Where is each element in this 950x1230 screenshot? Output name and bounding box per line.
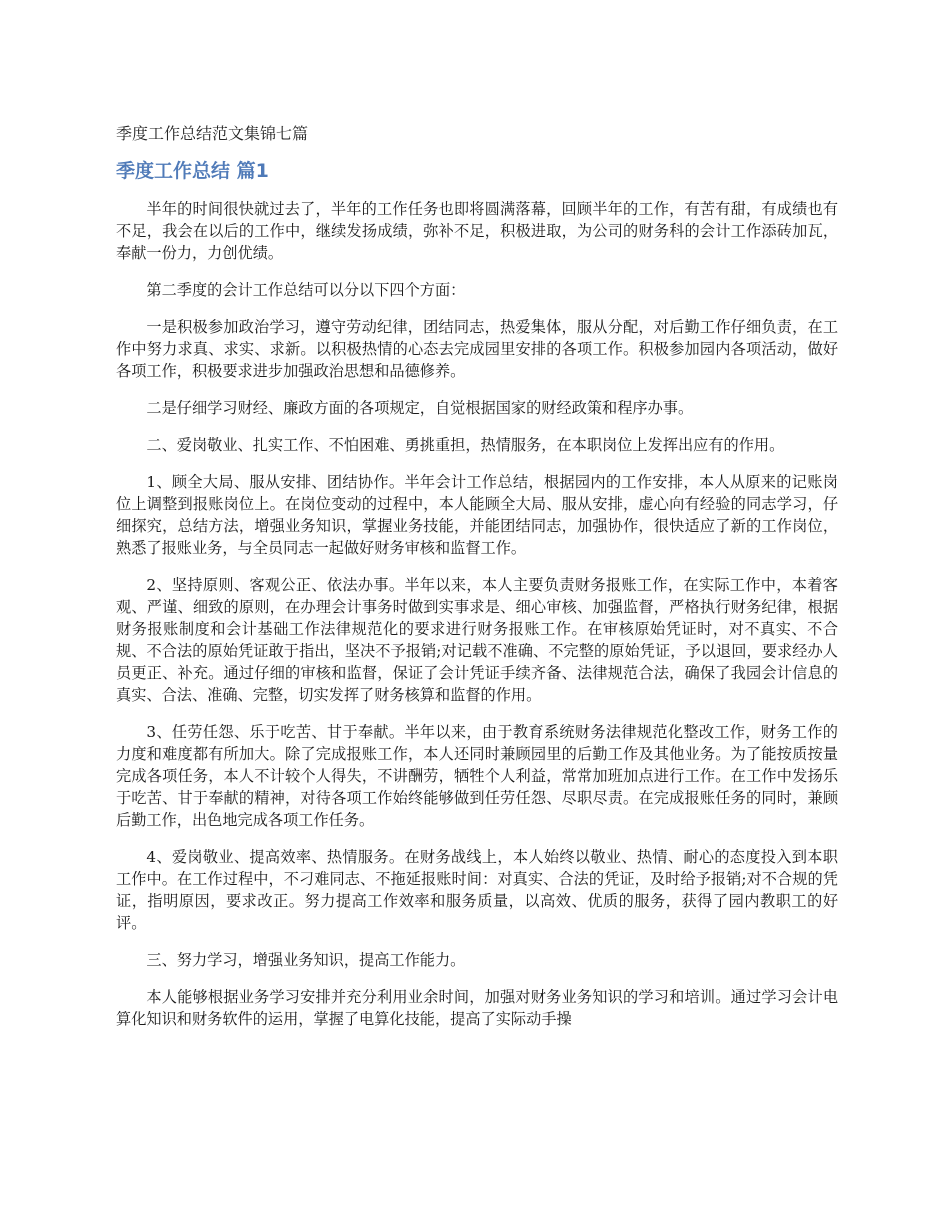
document-title: 季度工作总结范文集锦七篇 xyxy=(116,124,309,143)
paragraph: 二是仔细学习财经、廉政方面的各项规定，自觉根据国家的财经政策和程序办事。 xyxy=(146,399,694,417)
paragraph: 二、爱岗敬业、扎实工作、不怕困难、勇挑重担，热情服务，在本职岗位上发挥出应有的作用。 xyxy=(146,436,785,454)
paragraph: 一是积极参加政治学习，遵守劳动纪律，团结同志，热爱集体，服从分配，对后勤工作仔细负责，在工作中努力求真、求实、求新。以积极热情的心态去完成园里安排的各项工作。积极参加园内各项活动，做好各项工作，积极要求进步加强政治思想和品德修养。 xyxy=(116,318,838,380)
paragraph: 4、爱岗敬业、提高效率、热情服务。在财务战线上，本人始终以敬业、热情、耐心的态度投入到本职工作中。在工作过程中，不刁难同志、不拖延报账时间：对真实、合法的凭证，及时给予报销;对不合规的凭证，指明原因，要求改正。努力提高工作效率和服务质量，以高效、优质的服务，获得了园内教职工的好评。 xyxy=(116,848,838,932)
document-page xyxy=(116,122,838,1045)
paragraph: 半年的时间很快就过去了，半年的工作任务也即将圆满落幕，回顾半年的工作，有苦有甜，有成绩也有不足，我会在以后的工作中，继续发扬成绩，弥补不足，积极进取，为公司的财务科的会计工作添砖加瓦，奉献一份力，力创优绩。 xyxy=(116,200,838,262)
paragraph: 三、努力学习，增强业务知识，提高工作能力。 xyxy=(146,951,466,969)
paragraph: 2、坚持原则、客观公正、依法办事。半年以来，本人主要负责财务报账工作，在实际工作中，本着客观、严谨、细致的原则，在办理会计事务时做到实事求是、细心审核、加强监督，严格执行财务纪律，根据财务报账制度和会计基础工作法律规范化的要求进行财务报账工作。在审核原始凭证时，对不真实、不合规、不合法的原始凭证敢于指出，坚决不予报销;对记载不准确、不完整的原始凭证，予以退回，要求经办人员更正、补充。通过仔细的审核和监督，保证了会计凭证手续齐备、法律规范合法，确保了我园会计信息的真实、合法、准确、完整，切实发挥了财务核算和监督的作用。 xyxy=(116,576,838,704)
paragraph: 本人能够根据业务学习安排并充分利用业余时间，加强对财务业务知识的学习和培训。通过学习会计电算化知识和财务软件的运用，掌握了电算化技能，提高了实际动手操 xyxy=(116,988,838,1028)
paragraph: 第二季度的会计工作总结可以分以下四个方面： xyxy=(146,281,466,299)
section-heading: 季度工作总结 篇1 xyxy=(116,160,269,182)
paragraph: 3、任劳任怨、乐于吃苦、甘于奉献。半年以来，由于教育系统财务法律规范化整改工作，财务工作的力度和难度都有所加大。除了完成报账工作，本人还同时兼顾园里的后勤工作及其他业务。为了能按质按量完成各项任务，本人不计较个人得失，不讲酬劳，牺牲个人利益，常常加班加点进行工作。在工作中发扬乐于吃苦、甘于奉献的精神，对待各项工作始终能够做到任劳任怨、尽职尽责。在完成报账任务的同时，兼顾后勤工作，出色地完成各项工作任务。 xyxy=(116,723,838,829)
paragraph: 1、顾全大局、服从安排、团结协作。半年会计工作总结，根据园内的工作安排，本人从原来的记账岗位上调整到报账岗位上。在岗位变动的过程中，本人能顾全大局、服从安排，虚心向有经验的同志学习，仔细探究，总结方法，增强业务知识，掌握业务技能，并能团结同志，加强协作，很快适应了新的工作岗位，熟悉了报账业务，与全员同志一起做好财务审核和监督工作。 xyxy=(116,473,838,557)
